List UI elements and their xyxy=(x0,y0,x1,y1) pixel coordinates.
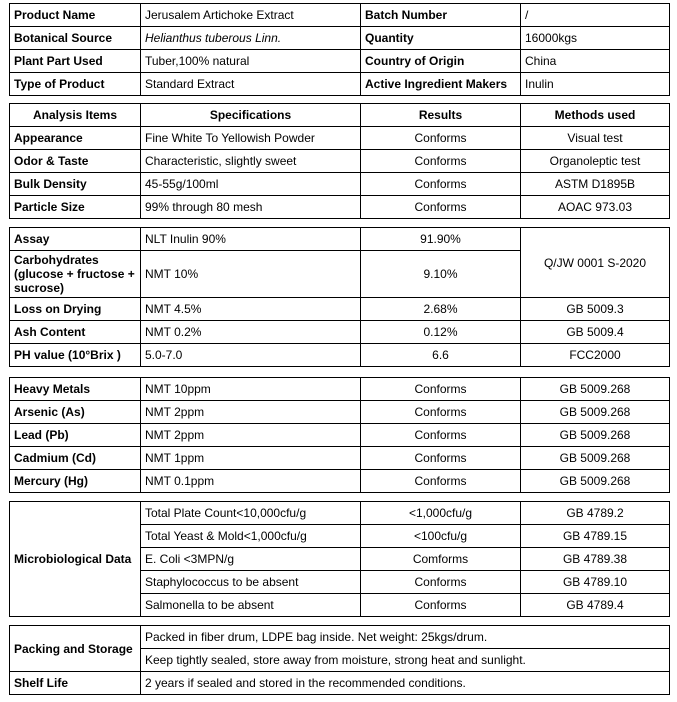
quantity-value: 16000kgs xyxy=(521,27,670,50)
result-cell: Conforms xyxy=(361,447,521,470)
botanical-source-value: Helianthus tuberous Linn. xyxy=(141,27,361,50)
product-type-label: Type of Product xyxy=(10,73,141,96)
shelf-life-label: Shelf Life xyxy=(10,672,141,695)
spec-cell: 99% through 80 mesh xyxy=(141,196,361,219)
result-cell: Conforms xyxy=(361,470,521,493)
result-cell: <1,000cfu/g xyxy=(361,502,521,525)
botanical-source-label: Botanical Source xyxy=(10,27,141,50)
method-cell: GB 5009.268 xyxy=(521,378,670,401)
method-cell: GB 5009.268 xyxy=(521,447,670,470)
product-name-value: Jerusalem Artichoke Extract xyxy=(141,4,361,27)
method-cell: AOAC 973.03 xyxy=(521,196,670,219)
item-cell: Cadmium (Cd) xyxy=(10,447,141,470)
method-cell: GB 5009.268 xyxy=(521,424,670,447)
table-row xyxy=(10,298,670,321)
spec-cell: Fine White To Yellowish Powder xyxy=(141,127,361,150)
method-cell: FCC2000 xyxy=(521,344,670,367)
spec-cell: E. Coli <3MPN/g xyxy=(141,548,361,571)
item-cell: Assay xyxy=(10,228,141,251)
method-cell: ASTM D1895B xyxy=(521,173,670,196)
result-cell: <100cfu/g xyxy=(361,525,521,548)
spec-cell: NMT 2ppm xyxy=(141,424,361,447)
spec-cell: Characteristic, slightly sweet xyxy=(141,150,361,173)
result-cell: Conforms xyxy=(361,196,521,219)
spec-cell: NMT 10ppm xyxy=(141,378,361,401)
table-row xyxy=(10,470,670,493)
spec-cell: NMT 0.1ppm xyxy=(141,470,361,493)
method-cell: GB 5009.3 xyxy=(521,298,670,321)
spec-cell: Staphylococcus to be absent xyxy=(141,571,361,594)
table-row xyxy=(10,321,670,344)
item-cell: Particle Size xyxy=(10,196,141,219)
item-cell: Mercury (Hg) xyxy=(10,470,141,493)
spec-cell: NLT Inulin 90% xyxy=(141,228,361,251)
item-cell: Carbohydrates (glucose + fructose + sucrose) xyxy=(10,251,141,298)
result-cell: Conforms xyxy=(361,424,521,447)
batch-number-value: / xyxy=(521,4,670,27)
method-cell: GB 4789.4 xyxy=(521,594,670,617)
packing-line-1: Packed in fiber drum, LDPE bag inside. Net weight: 25kgs/drum. xyxy=(141,626,670,649)
table-row xyxy=(10,447,670,470)
result-cell: Conforms xyxy=(361,378,521,401)
spec-cell: Total Plate Count<10,000cfu/g xyxy=(141,502,361,525)
spec-cell: 5.0-7.0 xyxy=(141,344,361,367)
packing-label: Packing and Storage xyxy=(10,626,141,672)
product-type-value: Standard Extract xyxy=(141,73,361,96)
table-row xyxy=(10,502,670,525)
packing-line-2: Keep tightly sealed, store away from moisture, strong heat and sunlight. xyxy=(141,649,670,672)
result-cell: Conforms xyxy=(361,173,521,196)
result-cell: 0.12% xyxy=(361,321,521,344)
product-info-table xyxy=(9,3,670,96)
product-type-row xyxy=(10,73,670,96)
table-row xyxy=(10,378,670,401)
method-cell: GB 4789.10 xyxy=(521,571,670,594)
table-row xyxy=(10,196,670,219)
col-specifications: Specifications xyxy=(141,104,361,127)
result-cell: Conforms xyxy=(361,127,521,150)
active-marker-label: Active Ingredient Makers xyxy=(361,73,521,96)
method-cell: GB 5009.268 xyxy=(521,470,670,493)
result-cell: Conforms xyxy=(361,571,521,594)
table-row xyxy=(10,672,670,695)
quantity-label: Quantity xyxy=(361,27,521,50)
country-value: China xyxy=(521,50,670,73)
shelf-life-value: 2 years if sealed and stored in the recommended conditions. xyxy=(141,672,670,695)
item-cell: Arsenic (As) xyxy=(10,401,141,424)
column-header-row xyxy=(10,104,670,127)
product-name-label: Product Name xyxy=(10,4,141,27)
item-cell: Lead (Pb) xyxy=(10,424,141,447)
item-cell: PH value (10°Brix ) xyxy=(10,344,141,367)
spec-cell: Total Yeast & Mold<1,000cfu/g xyxy=(141,525,361,548)
method-cell: Organoleptic test xyxy=(521,150,670,173)
spec-cell: NMT 1ppm xyxy=(141,447,361,470)
result-cell: Conforms xyxy=(361,150,521,173)
col-analysis-items: Analysis Items xyxy=(10,104,141,127)
batch-number-label: Batch Number xyxy=(361,4,521,27)
botanical-source-row xyxy=(10,27,670,50)
item-cell: Bulk Density xyxy=(10,173,141,196)
result-cell: Conforms xyxy=(361,594,521,617)
country-label: Country of Origin xyxy=(361,50,521,73)
spec-cell: NMT 0.2% xyxy=(141,321,361,344)
table-row xyxy=(10,626,670,649)
active-marker-value: Inulin xyxy=(521,73,670,96)
spec-cell: NMT 4.5% xyxy=(141,298,361,321)
table-row xyxy=(10,150,670,173)
microbiological-table xyxy=(9,501,670,617)
assay-table xyxy=(9,227,670,367)
table-row xyxy=(10,424,670,447)
result-cell: 91.90% xyxy=(361,228,521,251)
result-cell: 2.68% xyxy=(361,298,521,321)
result-cell: 9.10% xyxy=(361,251,521,298)
table-row xyxy=(10,344,670,367)
analysis-table xyxy=(9,103,670,219)
item-cell: Odor & Taste xyxy=(10,150,141,173)
method-cell: Q/JW 0001 S-2020 xyxy=(521,228,670,298)
spec-cell: Salmonella to be absent xyxy=(141,594,361,617)
packing-table xyxy=(9,625,670,695)
item-cell: Heavy Metals xyxy=(10,378,141,401)
item-cell: Appearance xyxy=(10,127,141,150)
col-results: Results xyxy=(361,104,521,127)
method-cell: GB 5009.268 xyxy=(521,401,670,424)
table-row xyxy=(10,173,670,196)
method-cell: Visual test xyxy=(521,127,670,150)
method-cell: GB 4789.38 xyxy=(521,548,670,571)
method-cell: GB 5009.4 xyxy=(521,321,670,344)
table-row xyxy=(10,228,670,251)
method-cell: GB 4789.15 xyxy=(521,525,670,548)
table-row xyxy=(10,401,670,424)
spec-cell: NMT 2ppm xyxy=(141,401,361,424)
item-cell: Loss on Drying xyxy=(10,298,141,321)
table-row xyxy=(10,127,670,150)
spec-cell: NMT 10% xyxy=(141,251,361,298)
heavy-metals-table xyxy=(9,377,670,493)
plant-part-row xyxy=(10,50,670,73)
plant-part-value: Tuber,100% natural xyxy=(141,50,361,73)
result-cell: Conforms xyxy=(361,401,521,424)
product-name-row xyxy=(10,4,670,27)
col-methods: Methods used xyxy=(521,104,670,127)
result-cell: Comforms xyxy=(361,548,521,571)
spec-cell: 45-55g/100ml xyxy=(141,173,361,196)
plant-part-label: Plant Part Used xyxy=(10,50,141,73)
micro-label: Microbiological Data xyxy=(10,502,141,617)
method-cell: GB 4789.2 xyxy=(521,502,670,525)
result-cell: 6.6 xyxy=(361,344,521,367)
item-cell: Ash Content xyxy=(10,321,141,344)
